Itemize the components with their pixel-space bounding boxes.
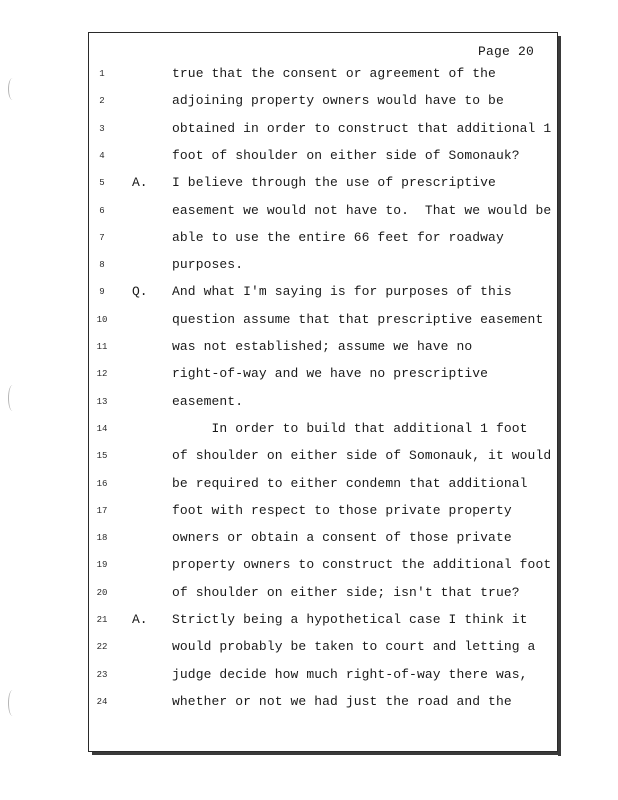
transcript-line (0, 694, 618, 721)
line-text: In order to build that additional 1 foot (172, 420, 528, 436)
transcript-line (0, 476, 618, 503)
line-text: foot of shoulder on either side of Somonauk? (172, 147, 520, 163)
line-text: right-of-way and we have no prescriptive (172, 366, 489, 382)
line-number: 16 (96, 478, 108, 489)
line-text: owners or obtain a consent of those private (172, 530, 512, 546)
line-number: 10 (96, 314, 108, 325)
line-text: of shoulder on either side of Somonauk, it would (172, 448, 552, 464)
line-text: And what I'm saying is for purposes of this (172, 284, 512, 300)
line-number: 5 (99, 178, 105, 189)
transcript-line (0, 585, 618, 612)
line-text: I believe through the use of prescriptive (172, 175, 496, 191)
line-number: 19 (96, 560, 108, 571)
line-text: true that the consent or agreement of the (172, 66, 496, 81)
transcript-line (0, 312, 618, 339)
transcript-line (0, 503, 618, 530)
transcript-line (0, 557, 618, 584)
transcript-line (0, 284, 618, 311)
transcript-line (0, 121, 618, 148)
page-number: Page 20 (478, 44, 535, 59)
line-text: adjoining property owners would have to be (172, 93, 504, 109)
line-text: easement. (172, 393, 244, 409)
line-text: whether or not we had just the road and the (172, 693, 512, 709)
speaker-label: A. (132, 612, 148, 627)
line-number: 17 (96, 505, 108, 516)
transcript-line (0, 421, 618, 448)
line-number: 22 (96, 642, 108, 653)
line-number: 1 (99, 69, 105, 79)
line-number: 12 (96, 369, 108, 380)
transcript-line (0, 339, 618, 366)
line-text: would probably be taken to court and letting a (172, 639, 536, 655)
transcript-line (0, 366, 618, 393)
transcript-line (0, 175, 618, 202)
line-text: foot with respect to those private property (172, 502, 512, 518)
line-number: 6 (99, 205, 105, 216)
transcript-line (0, 203, 618, 230)
line-text: property owners to construct the additional foot (172, 557, 552, 573)
line-number: 24 (96, 696, 108, 707)
transcript-line (0, 66, 618, 93)
line-text: obtained in order to construct that additional 1 (172, 120, 552, 136)
line-number: 14 (96, 423, 108, 434)
line-text: question assume that that prescriptive easement (172, 311, 544, 327)
transcript-line (0, 448, 618, 475)
transcript-line (0, 148, 618, 175)
line-text: easement we would not have to. That we would be (172, 202, 552, 218)
transcript-line (0, 612, 618, 639)
line-number: 8 (99, 260, 105, 271)
transcript-line (0, 667, 618, 694)
line-number: 13 (96, 396, 108, 407)
line-number: 7 (99, 232, 105, 243)
line-number: 4 (99, 150, 105, 161)
line-text: be required to either condemn that additional (172, 475, 528, 491)
transcript-line (0, 639, 618, 666)
line-number: 18 (96, 533, 108, 544)
transcript-line (0, 530, 618, 557)
line-number: 11 (96, 342, 108, 352)
line-number: 2 (99, 96, 105, 107)
line-text: judge decide how much right-of-way there was, (172, 666, 528, 682)
line-text: able to use the entire 66 feet for roadway (172, 229, 504, 245)
line-number: 20 (96, 587, 108, 598)
page-frame-shadow (92, 752, 561, 755)
speaker-label: Q. (132, 284, 148, 300)
line-number: 23 (96, 669, 108, 680)
transcript-line (0, 394, 618, 421)
line-number: 15 (96, 451, 108, 462)
transcript-line (0, 230, 618, 257)
line-number: 3 (99, 123, 105, 134)
transcript-line (0, 93, 618, 120)
transcript-line (0, 257, 618, 284)
line-text: was not established; assume we have no (172, 339, 473, 354)
speaker-label: A. (132, 175, 148, 191)
line-number: 9 (99, 287, 105, 298)
line-number: 21 (96, 615, 108, 625)
line-text: of shoulder on either side; isn't that true? (172, 584, 520, 600)
line-text: Strictly being a hypothetical case I think it (172, 612, 528, 627)
line-text: purposes. (172, 257, 244, 273)
